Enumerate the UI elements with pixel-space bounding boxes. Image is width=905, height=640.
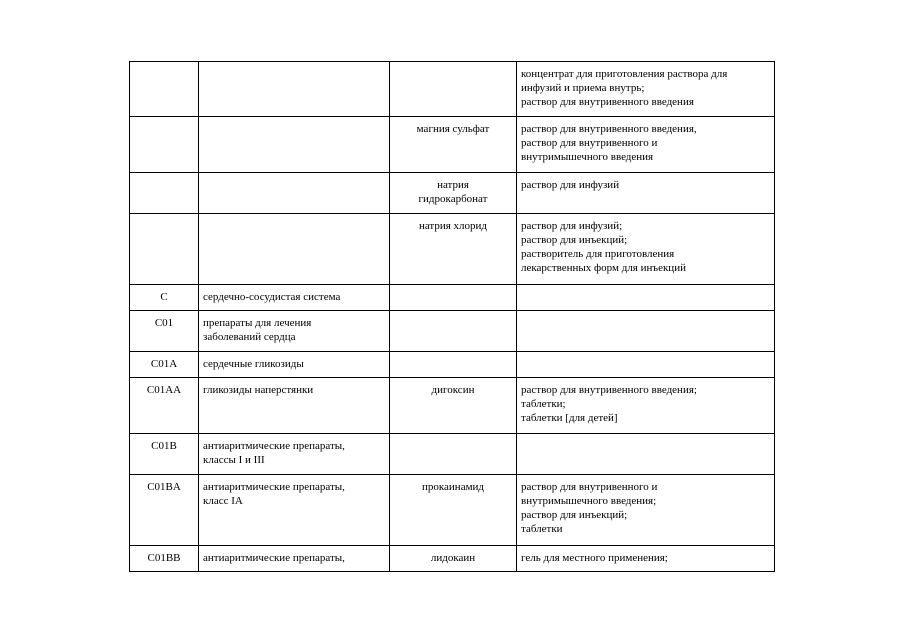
drug-name-cell	[390, 214, 517, 285]
cell-text-line: таблетки [для детей]	[521, 412, 618, 424]
cell-text-line: C01BA	[147, 481, 181, 493]
cell-text-line: антиаритмические препараты,	[203, 440, 345, 452]
cell-text-line: таблетки;	[521, 398, 566, 410]
cell-text-line: C01AA	[146, 384, 182, 396]
dosage-forms-cell	[517, 214, 775, 285]
pharmacological-group-cell	[199, 378, 390, 434]
cell-text-line: лидокаин	[430, 552, 476, 564]
table-row	[130, 62, 775, 117]
table-row	[130, 117, 775, 173]
table-row	[130, 352, 775, 378]
atc-code-cell	[130, 214, 199, 285]
cell-text-line: C01A	[150, 358, 178, 370]
cell-text-line: раствор для инфузий	[521, 179, 620, 191]
dosage-forms-cell	[517, 311, 775, 352]
cell-text-line: внутримышечного введения;	[521, 495, 657, 507]
atc-code-cell	[130, 546, 199, 572]
table-row	[130, 214, 775, 285]
drug-name-cell	[390, 62, 517, 117]
dosage-forms-cell	[517, 62, 775, 117]
pharmacological-group-cell	[199, 117, 390, 173]
atc-code-cell	[130, 378, 199, 434]
dosage-forms-cell	[517, 378, 775, 434]
cell-text-line: заболеваний сердца	[203, 331, 296, 343]
cell-text-line: раствор для инъекций;	[521, 234, 628, 246]
cell-text-line: лекарственных форм для инъекций	[521, 262, 686, 274]
table-body	[130, 62, 775, 572]
dosage-forms-cell	[517, 285, 775, 311]
cell-text-line: C	[160, 291, 168, 303]
pharmacological-group-cell	[199, 546, 390, 572]
pharmacological-group-cell	[199, 285, 390, 311]
drug-name-cell	[390, 117, 517, 173]
cell-text-line: раствор для внутривенного и	[521, 137, 658, 149]
atc-code-cell	[130, 285, 199, 311]
cell-text-line: класс IA	[203, 495, 243, 507]
table-row	[130, 475, 775, 546]
cell-text-line: раствор для внутривенного и	[521, 481, 658, 493]
atc-code-cell	[130, 475, 199, 546]
cell-text-line: таблетки	[521, 523, 563, 535]
cell-text-line: инфузий и приема внутрь;	[521, 82, 645, 94]
table-row	[130, 285, 775, 311]
cell-text-line: раствор для внутривенного введения,	[521, 123, 697, 135]
dosage-forms-cell	[517, 475, 775, 546]
pharmacological-group-cell	[199, 214, 390, 285]
dosage-forms-cell	[517, 352, 775, 378]
cell-text-line: гликозиды наперстянки	[203, 384, 314, 396]
drug-name-cell	[390, 378, 517, 434]
pharmacological-group-cell	[199, 173, 390, 214]
drug-name-cell	[390, 352, 517, 378]
cell-text-line: сердечные гликозиды	[203, 358, 304, 370]
dosage-forms-cell	[517, 173, 775, 214]
cell-text-line: C01B	[151, 440, 177, 452]
drug-list-table	[129, 61, 775, 572]
cell-text-line: растворитель для приготовления	[521, 248, 675, 260]
cell-text-line: сердечно-сосудистая система	[203, 291, 341, 303]
drug-name-cell	[390, 434, 517, 475]
cell-text-line: магния сульфат	[416, 123, 490, 135]
dosage-forms-cell	[517, 117, 775, 173]
atc-code-cell	[130, 62, 199, 117]
atc-code-cell	[130, 311, 199, 352]
cell-text-line: раствор для внутривенного введения;	[521, 384, 697, 396]
cell-text-line: внутримышечного введения	[521, 151, 654, 163]
pharmacological-group-cell	[199, 434, 390, 475]
atc-code-cell	[130, 117, 199, 173]
pharmacological-group-cell	[199, 62, 390, 117]
dosage-forms-cell	[517, 434, 775, 475]
drug-name-cell	[390, 285, 517, 311]
cell-text-line: антиаритмические препараты,	[203, 481, 345, 493]
atc-code-cell	[130, 434, 199, 475]
cell-text-line: концентрат для приготовления раствора для	[521, 68, 728, 80]
cell-text-line: антиаритмические препараты,	[203, 552, 345, 564]
cell-text-line: гидрокарбонат	[418, 193, 488, 205]
cell-text-line: раствор для инфузий;	[521, 220, 623, 232]
atc-code-cell	[130, 352, 199, 378]
cell-text-line: дигоксин	[431, 384, 475, 396]
cell-text-line: натрия	[437, 179, 469, 191]
document-page	[129, 61, 774, 572]
pharmacological-group-cell	[199, 475, 390, 546]
table-row	[130, 311, 775, 352]
cell-text-line: гель для местного применения;	[521, 552, 668, 564]
table-row	[130, 546, 775, 572]
drug-name-cell	[390, 173, 517, 214]
cell-text-line: C01	[154, 317, 174, 329]
cell-text-line: препараты для лечения	[203, 317, 312, 329]
cell-text-line: натрия хлорид	[418, 220, 488, 232]
pharmacological-group-cell	[199, 352, 390, 378]
table-row	[130, 378, 775, 434]
dosage-forms-cell	[517, 546, 775, 572]
drug-name-cell	[390, 475, 517, 546]
cell-text-line: C01BB	[147, 552, 181, 564]
cell-text-line: раствор для внутривенного введения	[521, 96, 694, 108]
atc-code-cell	[130, 173, 199, 214]
cell-text-line: раствор для инъекций;	[521, 509, 628, 521]
table-row	[130, 434, 775, 475]
pharmacological-group-cell	[199, 311, 390, 352]
table-row	[130, 173, 775, 214]
drug-name-cell	[390, 546, 517, 572]
cell-text-line: классы I и III	[203, 454, 265, 466]
cell-text-line: прокаинамид	[421, 481, 485, 493]
drug-name-cell	[390, 311, 517, 352]
